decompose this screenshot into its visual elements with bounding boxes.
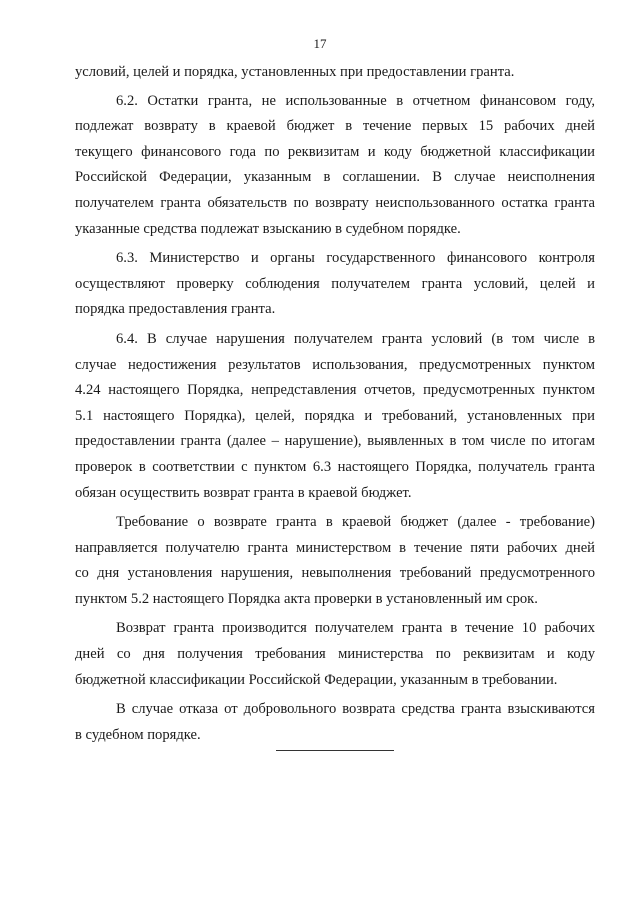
text-line: 6.4. В случае нарушения получателем гранта условий (в том числе в	[116, 330, 595, 347]
text-line: проверок в соответствии с пунктом 6.3 настоящего Порядка, получатель гранта	[75, 458, 595, 475]
document-body	[75, 60, 595, 752]
text-line: условий, целей и порядка, установленных при предоставлении гранта.	[75, 64, 515, 80]
text-line: получателем гранта обязательств по возврату неиспользованного остатка гранта	[75, 194, 595, 211]
text-line: 4.24 настоящего Порядка, непредставления отчетов, предусмотренных пунктом	[75, 382, 595, 399]
text-line: обязан осуществить возврат гранта в краевой бюджет.	[75, 484, 412, 501]
paragraph-6-2	[75, 89, 595, 243]
text-line: указанные средства подлежат взысканию в судебном порядке.	[75, 220, 461, 237]
text-line: текущего финансового года по реквизитам и коду бюджетной классификации	[75, 143, 595, 160]
end-of-document-rule	[276, 750, 394, 751]
text-line: предоставлении гранта (далее – нарушение), выявленных в том числе по итогам	[75, 433, 595, 450]
text-line: порядка предоставления гранта.	[75, 301, 276, 318]
text-line: 5.1 настоящего Порядка), целей, порядка и требований, установленных при	[75, 407, 595, 424]
text-line: дней со дня получения требования министерства по реквизитам и коду	[75, 646, 595, 663]
text-line: В случае отказа от добровольного возврата средства гранта взыскиваются	[116, 701, 595, 718]
text-line: в судебном порядке.	[75, 726, 201, 743]
text-line: направляется получателю гранта министерством в течение пяти рабочих дней	[75, 539, 595, 556]
text-line: Требование о возврате гранта в краевой бюджет (далее - требование)	[116, 514, 595, 531]
text-line: подлежат возврату в краевой бюджет в течение первых 15 рабочих дней	[75, 118, 595, 135]
text-line: 6.2. Остатки гранта, не использованные в отчетном финансовом году,	[116, 92, 595, 109]
text-line: Возврат гранта производится получателем гранта в течение 10 рабочих	[116, 620, 595, 637]
text-line: бюджетной классификации Российской Федерации, указанным в требовании.	[75, 671, 558, 688]
text-line: осуществляют проверку соблюдения получателем гранта условий, целей и	[75, 275, 595, 292]
text-line: Российской Федерации, указанным в соглашении. В случае неисполнения	[75, 169, 595, 186]
text-line: 6.3. Министерство и органы государственного финансового контроля	[116, 250, 595, 267]
paragraph-demand	[75, 510, 595, 612]
text-line: пунктом 5.2 настоящего Порядка акта проверки в установленный им срок.	[75, 590, 538, 607]
page-number: 17	[313, 36, 327, 51]
paragraph-6-3	[75, 246, 595, 323]
text-line: случае недостижения результатов использования, предусмотренных пунктом	[75, 356, 595, 373]
paragraph-6-4	[75, 327, 595, 506]
paragraph-return	[75, 616, 595, 693]
text-line: со дня установления нарушения, невыполнения требований предусмотренного	[75, 565, 595, 582]
paragraph-continuation	[75, 60, 595, 86]
paragraph-refusal	[75, 697, 595, 748]
